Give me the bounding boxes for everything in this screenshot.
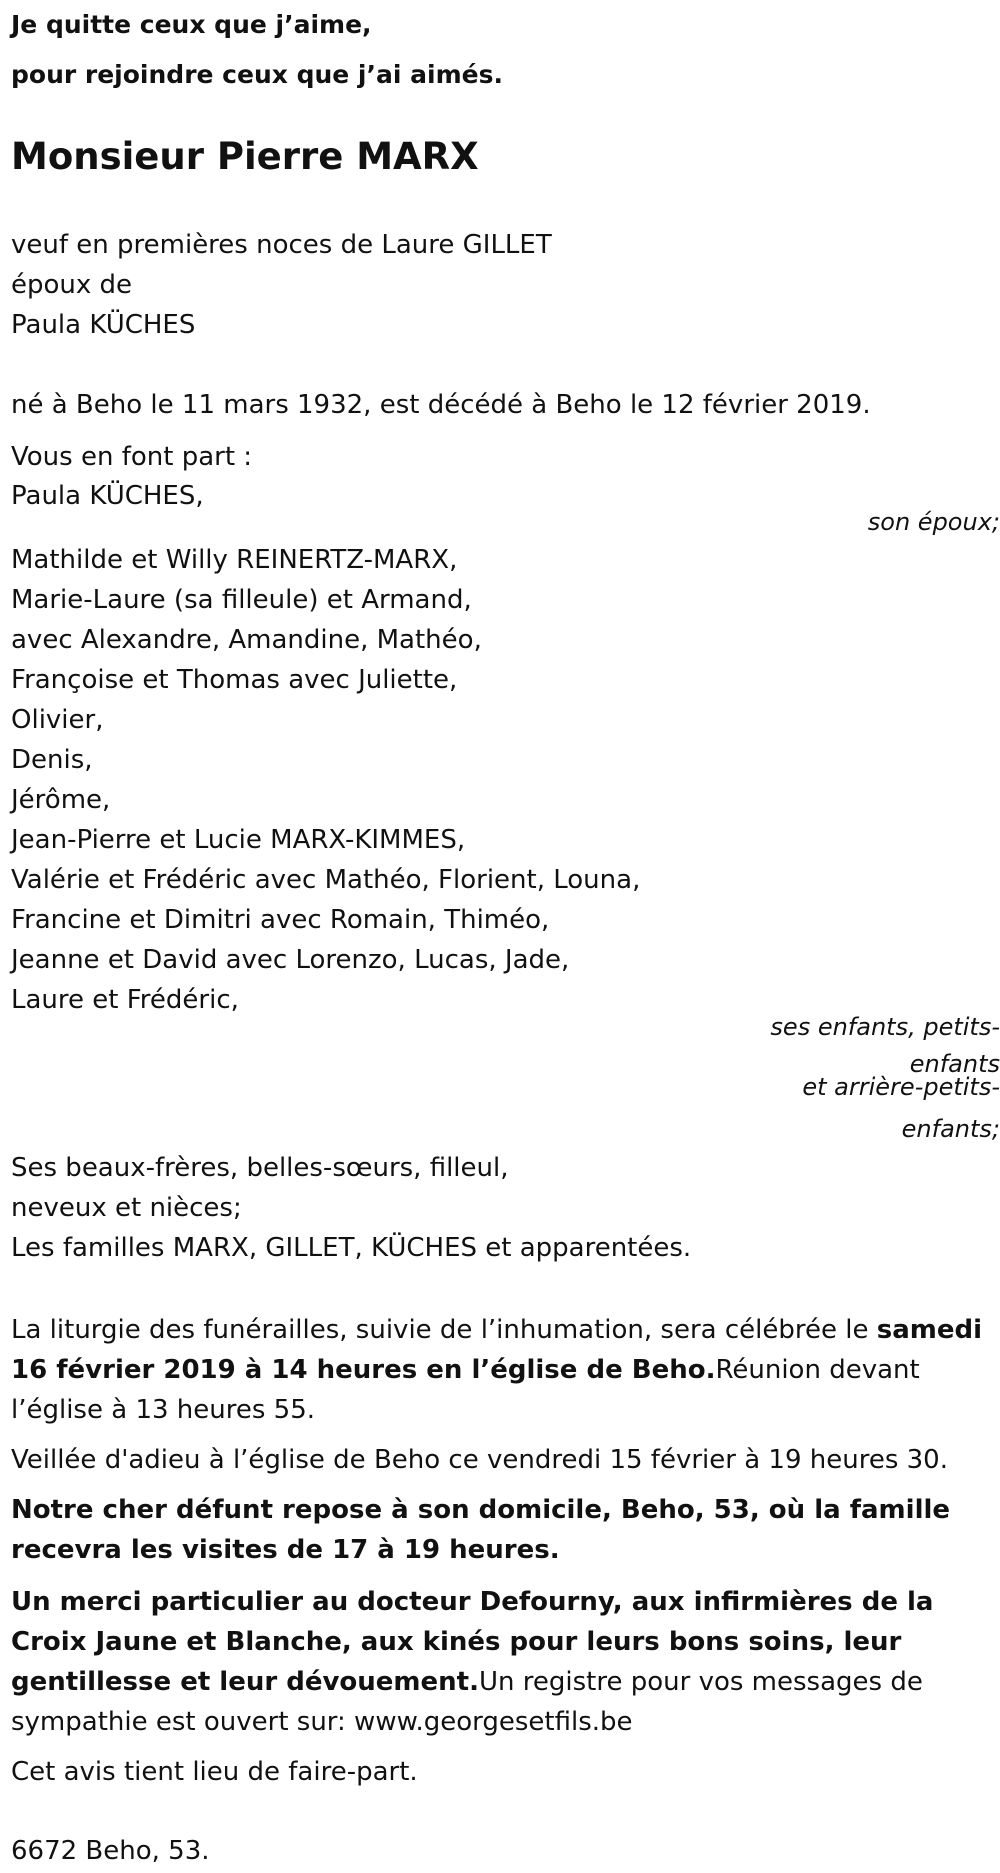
thanks-registry: Un registre pour vos messages de sympathie est ouvert sur: www.georgesetfils.be <box>11 1667 923 1737</box>
relatives-line-1: Ses beaux-frères, belles-sœurs, filleul, <box>11 1153 509 1183</box>
family-role-3: et arrière-petits- <box>802 1073 1000 1101</box>
family-role-2: enfants <box>909 1050 1000 1078</box>
family-member: Laure et Frédéric, <box>11 985 239 1015</box>
family-member: Mathilde et Willy REINERTZ-MARX, <box>11 545 458 575</box>
marital-status-1: veuf en premières noces de Laure GILLET <box>11 230 552 260</box>
funeral-date-bold: samedi 16 février 2019 à 14 heures en l’église de Beho. <box>11 1315 983 1385</box>
marital-status-3: Paula KÜCHES <box>11 310 196 340</box>
thanks-bold: Un merci particulier au docteur Defourny, aux infirmières de la Croix Jaune et Blanche, aux kinés pour leurs bons soins, leur gentillesse et leur dévouement. <box>11 1587 934 1697</box>
deceased-name: Monsieur Pierre MARX <box>11 135 479 178</box>
funeral-info <box>11 1310 996 1430</box>
notice-text: Cet avis tient lieu de faire-part. <box>11 1757 418 1787</box>
family-member: avec Alexandre, Amandine, Mathéo, <box>11 625 482 655</box>
relatives-line-3: Les familles MARX, GILLET, KÜCHES et apparentées. <box>11 1233 692 1263</box>
repose-info: Notre cher défunt repose à son domicile, Beho, 53, où la famille recevra les visites de 17 à 19 heures. <box>11 1495 951 1565</box>
thanks-info <box>11 1582 996 1742</box>
quote-line-2: pour rejoindre ceux que j’ai aimés. <box>11 60 503 89</box>
quote-line-1: Je quitte ceux que j’aime, <box>11 10 372 39</box>
vigil-info: Veillée d'adieu à l’église de Beho ce vendredi 15 février à 19 heures 30. <box>11 1445 948 1475</box>
family-member: Valérie et Frédéric avec Mathéo, Florient, Louna, <box>11 865 641 895</box>
family-member: Olivier, <box>11 705 104 735</box>
family-role-1: ses enfants, petits- <box>770 1013 1000 1041</box>
family-member: Françoise et Thomas avec Juliette, <box>11 665 458 695</box>
family-member: Francine et Dimitri avec Romain, Thiméo, <box>11 905 550 935</box>
relatives-line-2: neveux et nièces; <box>11 1193 242 1223</box>
announce-intro: Vous en font part : <box>11 442 253 472</box>
address: 6672 Beho, 53. <box>11 1836 210 1866</box>
family-member: Jean-Pierre et Lucie MARX-KIMMES, <box>11 825 466 855</box>
funeral-text-a: La liturgie des funérailles, suivie de l’inhumation, sera célébrée le <box>11 1315 877 1345</box>
spouse-name: Paula KÜCHES, <box>11 481 204 511</box>
funeral-text-c: Réunion devant l’église à 13 heures 55. <box>11 1355 920 1425</box>
family-member: Jérôme, <box>11 785 111 815</box>
birth-death-dates: né à Beho le 11 mars 1932, est décédé à Beho le 12 février 2019. <box>11 390 871 420</box>
family-member: Jeanne et David avec Lorenzo, Lucas, Jade, <box>11 945 570 975</box>
spouse-role: son époux; <box>867 508 1000 536</box>
family-member: Marie-Laure (sa filleule) et Armand, <box>11 585 472 615</box>
family-role-4: enfants; <box>901 1115 1000 1143</box>
marital-status-2: époux de <box>11 270 133 300</box>
family-member: Denis, <box>11 745 93 775</box>
